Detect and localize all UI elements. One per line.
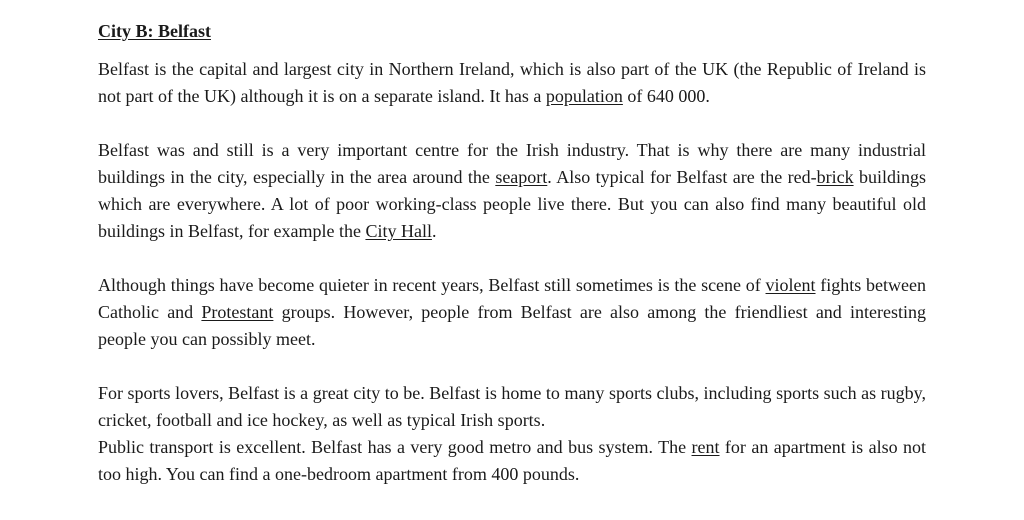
text-run: fights between Catholic and: [98, 275, 926, 322]
underlined-word-brick: brick: [816, 167, 854, 187]
underlined-word-violent: violent: [765, 275, 816, 295]
text-run: for an apartment is also not too high. You can find a one-bedroom apartment from 400 pounds.: [98, 437, 926, 484]
paragraph-sports: [98, 380, 926, 434]
paragraph-transport: [98, 434, 926, 488]
text-run: Belfast was and still is a very important centre for the Irish industry. That is why there are many industrial buildings in the city, especially in the area around the: [98, 140, 926, 187]
text-run: .: [431, 221, 437, 241]
underlined-word-seaport: seaport: [495, 167, 548, 187]
text-run: Public transport is excellent. Belfast has a very good metro and bus system. The: [98, 437, 692, 457]
paragraph-conflict: [98, 272, 926, 353]
text-run: of 640 000.: [622, 86, 710, 106]
text-run: Belfast is the capital and largest city in Northern Ireland, which is also part of the UK (the Republic of Ireland is not part of the UK) although it is on a separate island. It has a: [98, 59, 926, 106]
text-run: Although things have become quieter in recent years, Belfast still sometimes is the scene of: [98, 275, 766, 295]
document-page: [98, 18, 926, 488]
underlined-word-population: population: [545, 86, 623, 106]
document-title: City B: Belfast: [98, 21, 211, 41]
underlined-word-protestant: Protestant: [201, 302, 274, 322]
underlined-word-city-hall: City Hall: [365, 221, 432, 241]
paragraph-intro: [98, 56, 926, 110]
text-run: buildings which are everywhere. A lot of poor working-class people live there. But you can also find many beautiful old buildings in Belfast, for example the: [98, 167, 926, 241]
text-run: groups. However, people from Belfast are also among the friendliest and interesting people you can possibly meet.: [98, 302, 926, 349]
text-run: For sports lovers, Belfast is a great city to be. Belfast is home to many sports clubs, including sports such as rugby, cricket, football and ice hockey, as well as typical Irish sports.: [98, 383, 926, 430]
text-run: . Also typical for Belfast are the red-: [547, 167, 817, 187]
underlined-word-rent: rent: [691, 437, 720, 457]
paragraph-industry: [98, 137, 926, 245]
